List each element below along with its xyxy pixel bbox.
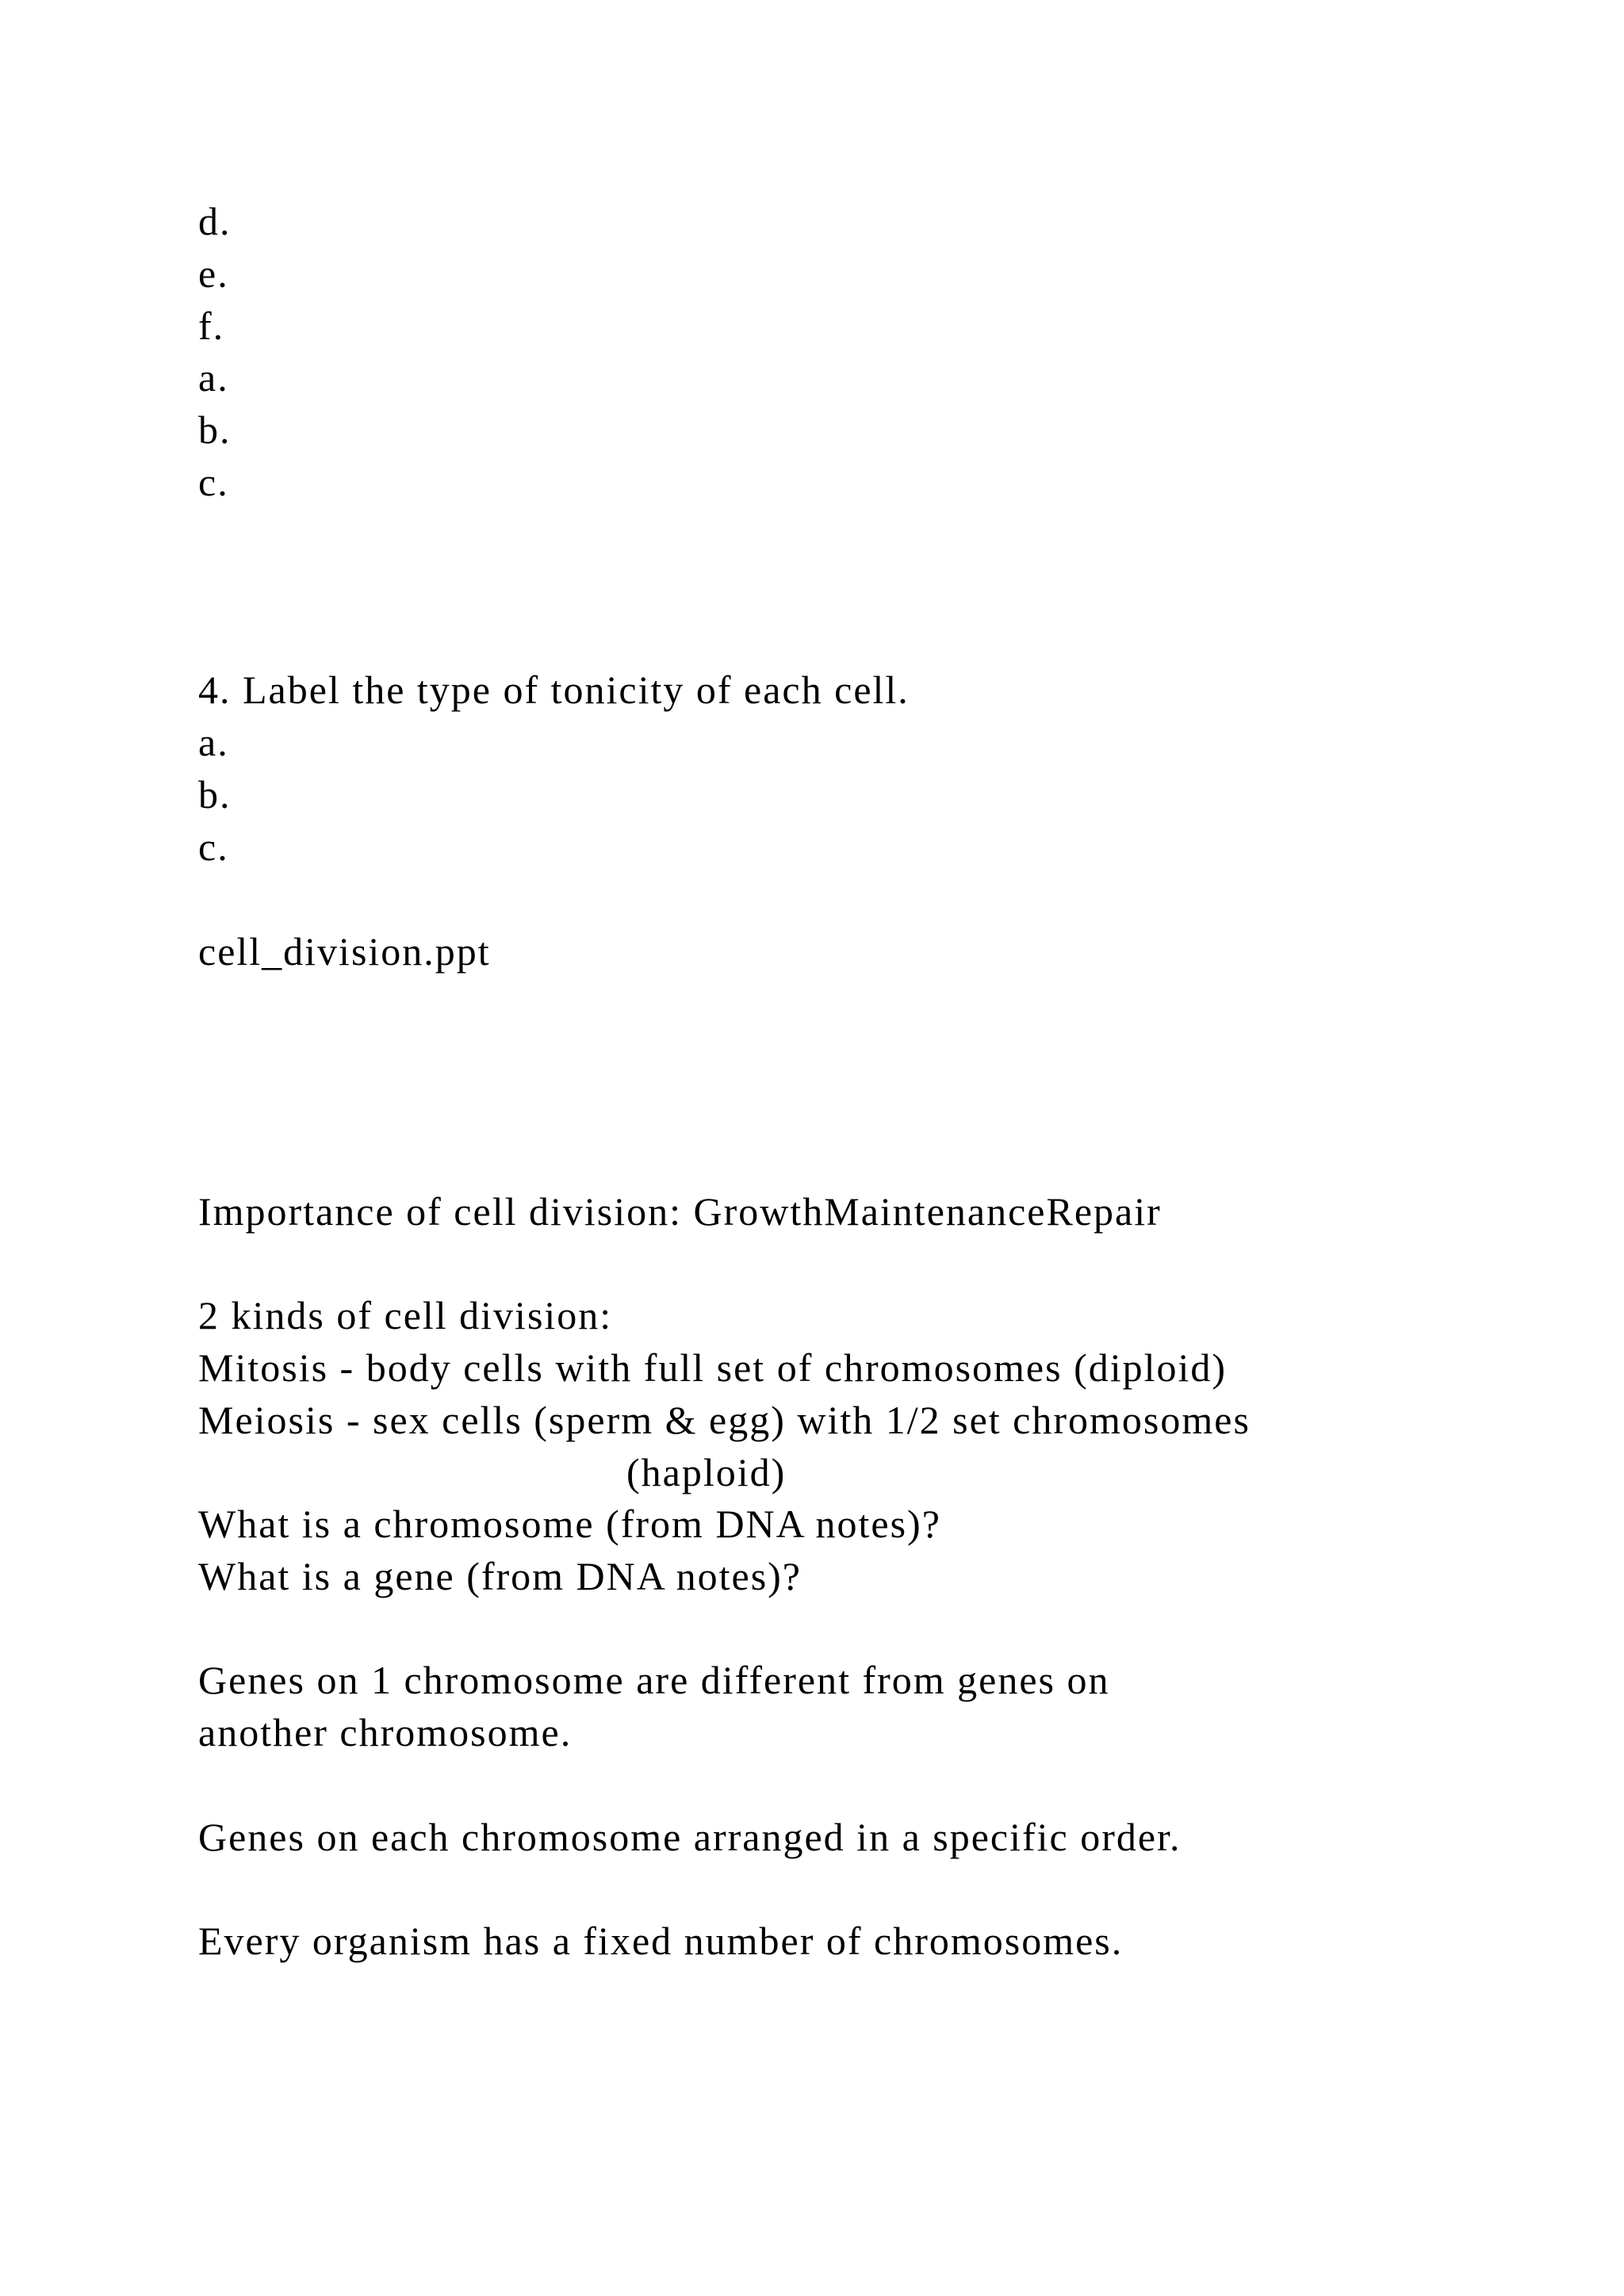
list-item-e: e. bbox=[198, 251, 229, 296]
question-4-item-b: b. bbox=[198, 772, 232, 817]
list-item-b: b. bbox=[198, 408, 232, 452]
list-item-a: a. bbox=[198, 355, 229, 400]
kinds-heading: 2 kinds of cell division: bbox=[198, 1293, 613, 1337]
filename: cell_division.ppt bbox=[198, 929, 491, 974]
importance-line: Importance of cell division: GrowthMaintenanceRepair bbox=[198, 1189, 1162, 1234]
list-item-c: c. bbox=[198, 460, 229, 504]
question-4-prompt: 4. Label the type of tonicity of each cell. bbox=[198, 668, 910, 712]
genes-order-line: Genes on each chromosome arranged in a specific order. bbox=[198, 1815, 1182, 1859]
meiosis-line: Meiosis - sex cells (sperm & egg) with 1/2 set chromosomes bbox=[198, 1398, 1251, 1442]
fixed-number-line: Every organism has a fixed number of chromosomes. bbox=[198, 1919, 1124, 1963]
genes-different-line-1: Genes on 1 chromosome are different from genes on bbox=[198, 1658, 1110, 1702]
list-item-d: d. bbox=[198, 199, 232, 243]
question-4-item-a: a. bbox=[198, 720, 229, 764]
mitosis-line: Mitosis - body cells with full set of chromosomes (diploid) bbox=[198, 1345, 1228, 1390]
question-4-item-c: c. bbox=[198, 825, 229, 869]
meiosis-haploid-line: (haploid) bbox=[626, 1450, 787, 1494]
list-item-f: f. bbox=[198, 304, 225, 348]
chromosome-question: What is a chromosome (from DNA notes)? bbox=[198, 1502, 941, 1546]
gene-question: What is a gene (from DNA notes)? bbox=[198, 1554, 802, 1598]
genes-different-line-2: another chromosome. bbox=[198, 1710, 573, 1755]
